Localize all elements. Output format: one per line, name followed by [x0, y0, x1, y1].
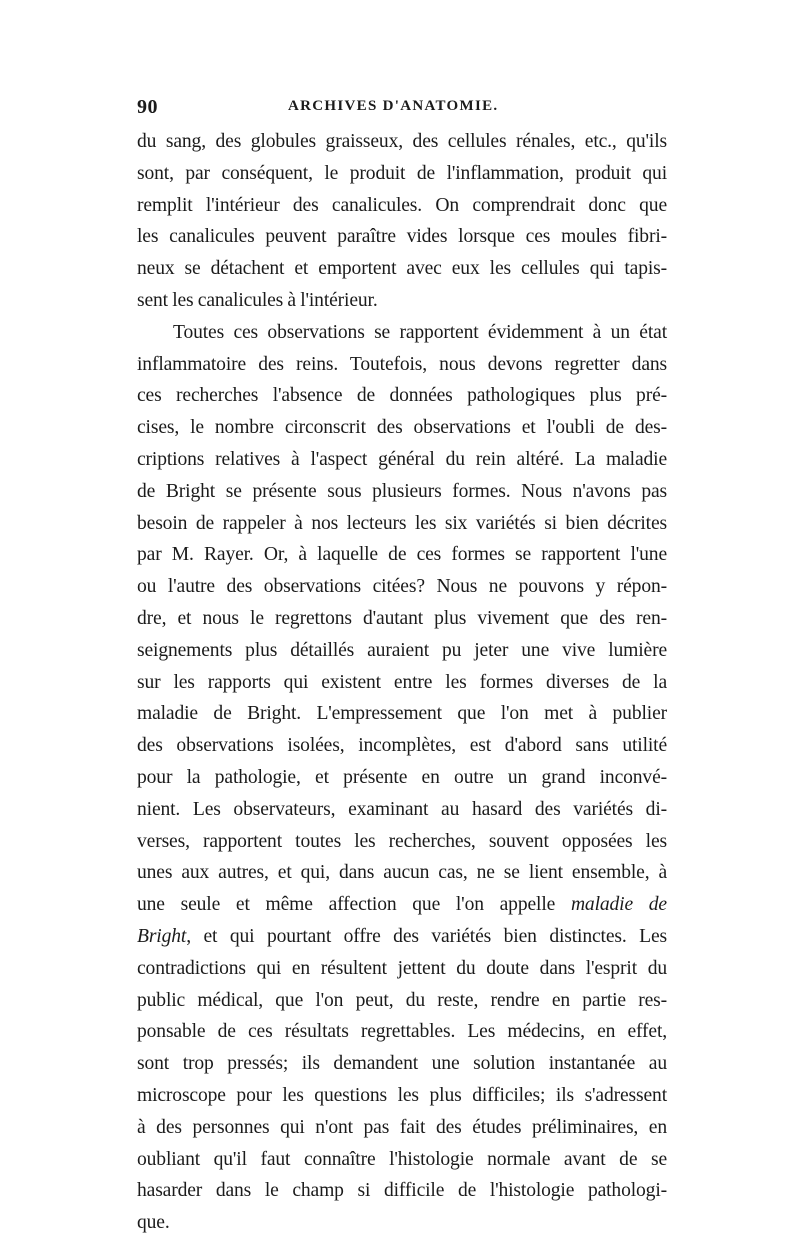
text-line: microscope pour les questions les plus difficiles; ils s'adressent — [137, 1084, 667, 1106]
italic-term: Bright — [137, 925, 187, 947]
text-line: remplit l'intérieur des canalicules. On comprendrait donc que — [137, 194, 667, 216]
text-line: sont, par conséquent, le produit de l'inflammation, produit qui — [137, 162, 667, 184]
text-line: du sang, des globules graisseux, des cellules rénales, etc., qu'ils — [137, 131, 667, 152]
text-line: sent les canalicules à l'intérieur. — [137, 289, 378, 311]
text-line: cises, le nombre circonscrit des observations et l'oubli de des- — [137, 417, 667, 439]
paragraph-1 — [137, 126, 667, 317]
text-line: à des personnes qui n'ont pas fait des études préliminaires, en — [137, 1116, 667, 1138]
text-line: Toutes ces observations se rapportent évidemment à un état — [173, 321, 667, 343]
running-title: ARCHIVES D'ANATOMIE. — [288, 98, 499, 114]
text-segment: une seule et même affection que l'on appelle — [137, 894, 571, 916]
text-line: que. — [137, 1212, 170, 1234]
text-line: des observations isolées, incomplètes, est d'abord sans utilité — [137, 735, 667, 757]
text-line: besoin de rappeler à nos lecteurs les six variétés si bien décrites — [137, 512, 667, 534]
text-line: pour la pathologie, et présente en outre un grand inconvé- — [137, 766, 667, 788]
text-line: unes aux autres, et qui, dans aucun cas, ne se lient ensemble, à — [137, 862, 667, 884]
text-segment: , et qui pourtant offre des variétés bien distinctes. Les — [186, 925, 667, 947]
text-line: seignements plus détaillés auraient pu jeter une vive lumière — [137, 639, 667, 661]
text-line: oubliant qu'il faut connaître l'histologie normale avant de se — [137, 1148, 667, 1170]
text-line: public médical, que l'on peut, du reste, rendre en partie res- — [137, 989, 667, 1011]
text-line: inflammatoire des reins. Toutefois, nous devons regretter dans — [137, 353, 667, 375]
text-line: contradictions qui en résultent jettent du doute dans l'esprit du — [137, 957, 667, 979]
text-line: ou l'autre des observations citées? Nous ne pouvons y répon- — [137, 576, 667, 598]
book-page — [137, 96, 667, 1239]
italic-term: maladie de — [570, 894, 667, 916]
text-line: nient. Les observateurs, examinant au hasard des variétés di- — [137, 798, 667, 820]
page-number: 90 — [137, 96, 158, 118]
paragraph-2 — [137, 317, 667, 1239]
text-line: sont trop pressés; ils demandent une solution instantanée au — [137, 1053, 667, 1075]
text-line: les canalicules peuvent paraître vides lorsque ces moules fibri- — [137, 226, 667, 248]
text-line: sur les rapports qui existent entre les formes diverses de la — [137, 671, 667, 693]
text-line-with-italic — [137, 921, 667, 953]
text-line: ces recherches l'absence de données pathologiques plus pré- — [137, 385, 667, 407]
text-line: criptions relatives à l'aspect général du rein altéré. La maladie — [137, 448, 667, 470]
text-line: neux se détachent et emportent avec eux les cellules qui tapis- — [137, 258, 667, 280]
text-line: ponsable de ces résultats regrettables. Les médecins, en effet, — [137, 1021, 667, 1043]
text-line-with-italic — [137, 889, 667, 921]
text-line: verses, rapportent toutes les recherches, souvent opposées les — [137, 830, 667, 852]
text-line: de Bright se présente sous plusieurs formes. Nous n'avons pas — [137, 480, 667, 502]
text-line: par M. Rayer. Or, à laquelle de ces formes se rapportent l'une — [137, 544, 667, 566]
text-line: hasarder dans le champ si difficile de l'histologie pathologi- — [137, 1180, 667, 1202]
text-line: dre, et nous le regrettons d'autant plus vivement que des ren- — [137, 607, 667, 629]
text-line: maladie de Bright. L'empressement que l'on met à publier — [137, 703, 667, 725]
running-head — [137, 96, 667, 126]
